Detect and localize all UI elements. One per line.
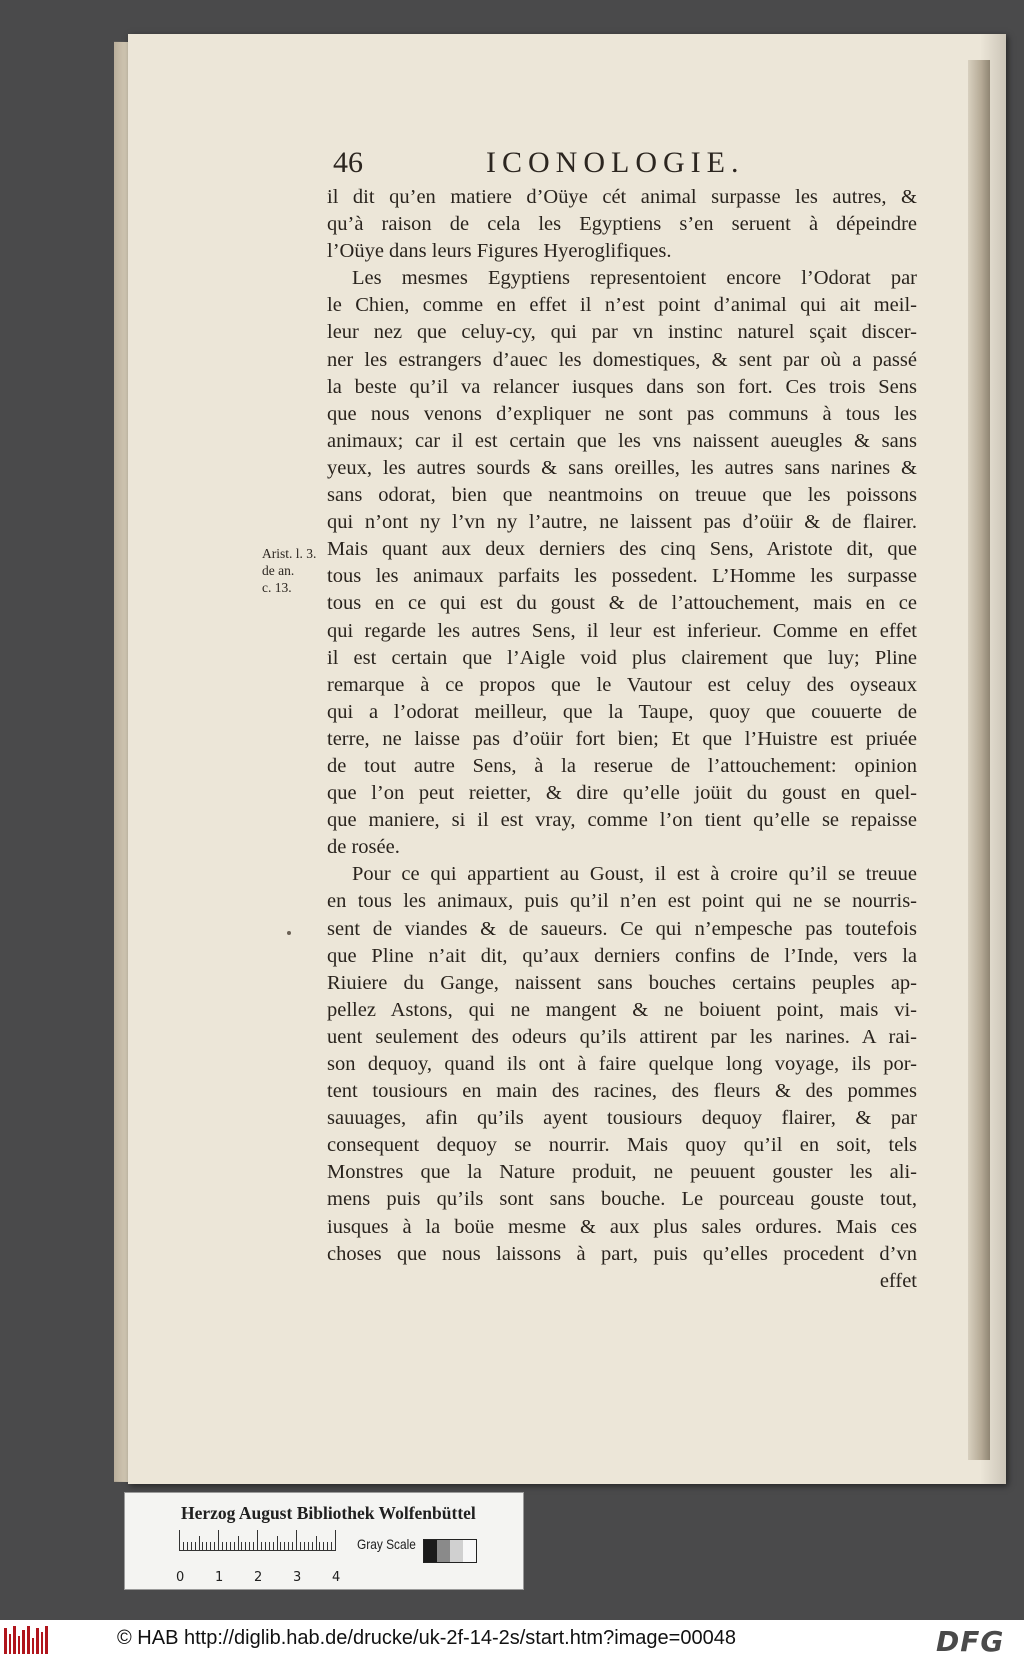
ruler-tick [210, 1542, 211, 1550]
margin-note-line: de an. [262, 563, 295, 578]
text-line: Les mesmes Egyptiens representoient encore l’Odorat par [352, 267, 917, 290]
copyright-url[interactable]: © HAB http://diglib.hab.de/drucke/uk-2f-14-2s/start.htm?image=00048 [117, 1627, 736, 1649]
ruler-tick [304, 1542, 305, 1550]
text-line: qui a l’odorat meilleur, que la Taupe, quoy que couuerte de [327, 700, 917, 723]
ruler-tick [222, 1542, 223, 1550]
text-line: yeux, les autres sourds & sans oreilles, les autres sans narines & [327, 456, 917, 479]
ruler-tick [308, 1542, 309, 1550]
text-line: en tous les animaux, puis qu’il n’en est point qui ne se nourris- [327, 890, 917, 913]
text-line: tous en ce qui est du goust & de l’attouchement, mais en ce [327, 592, 917, 615]
text-line: Mais quant aux deux derniers des cinq Sens, Aristote dit, que [327, 538, 917, 561]
ruler-tick [238, 1536, 239, 1550]
gray-scale-label: Gray Scale [357, 1536, 416, 1552]
ruler-tick [234, 1542, 235, 1550]
text-line: animaux; car il est certain que les vns naissent aueugles & sans [327, 429, 917, 452]
ruler-tick [327, 1542, 328, 1550]
ruler-tick [214, 1542, 215, 1550]
dfg-logo: DFG [936, 1625, 1005, 1658]
text-line: sauuages, afin qu’ils ayent tousiours dequoy flairer, & par [327, 1107, 917, 1130]
ruler-tick [218, 1530, 219, 1550]
gray-patch [450, 1540, 463, 1562]
ruler-tick [226, 1542, 227, 1550]
text-line: choses que nous laissons à part, puis qu’elles procedent d’vn [327, 1242, 917, 1265]
barcode-bar [13, 1626, 16, 1654]
ruler-tick [230, 1542, 231, 1550]
ruler-tick [199, 1536, 200, 1550]
text-line: leur nez que celuy-cy, qui par vn instinc naturel sçait discer- [327, 321, 917, 344]
ruler-tick [316, 1536, 317, 1550]
scale-ruler [176, 1530, 341, 1585]
gray-scale-patches [423, 1539, 477, 1563]
page-fold [968, 60, 990, 1460]
ruler-tick [253, 1542, 254, 1550]
text-line: son dequoy, quand ils ont à faire quelque long voyage, ils por- [327, 1053, 917, 1075]
ruler-tick [296, 1530, 297, 1550]
text-line: Riuiere du Gange, naissent sans bouches certains peuples ap- [327, 971, 917, 994]
text-line: Pour ce qui appartient au Goust, il est à croire qu’il se treuue [352, 863, 917, 886]
text-line: le Chien, comme en effet il n’est point d’animal qui ait meil- [327, 294, 917, 317]
ruler-tick [202, 1542, 203, 1550]
ruler-tick [257, 1530, 258, 1550]
margin-note-line: Arist. l. 3. [262, 546, 317, 561]
ruler-tick [331, 1542, 332, 1550]
ruler-tick [284, 1542, 285, 1550]
text-line: mens puis qu’ils sont sans bouche. Le pourceau gouste tout, [327, 1188, 917, 1211]
text-line: ner les estrangers d’auec les domestiques, & sent par où a passé [327, 348, 917, 371]
text-line: que Pline n’ait dit, qu’aux derniers confins de l’Inde, vers la [327, 944, 917, 967]
barcode-bar [22, 1630, 25, 1654]
ruler-number: 2 [254, 1570, 263, 1585]
page-header [333, 146, 893, 182]
ruler-tick [269, 1542, 270, 1550]
text-line: qu’à raison de cela les Egyptiens s’en seruent à dépeindre [327, 213, 917, 236]
barcode-bar [27, 1626, 30, 1654]
text-line: pellez Astons, qui ne mangent & ne boiuent point, mais vi- [327, 998, 917, 1021]
ruler-tick [241, 1542, 242, 1550]
text-line: Monstres que la Nature produit, ne peuuent gouster les ali- [327, 1161, 917, 1184]
text-line: uent seulement des odeurs qu’ils attirent par les narines. A rai- [327, 1025, 917, 1048]
ink-speck [287, 931, 291, 935]
ruler-tick [183, 1542, 184, 1550]
ruler-tick [179, 1530, 180, 1550]
barcode-bar [18, 1636, 21, 1654]
text-line: que nous venons d’expliquer ne sont pas communs à tous les [327, 402, 917, 425]
ruler-tick [277, 1536, 278, 1550]
text-line: consequent dequoy se nourrir. Mais quoy qu’il en soit, tels [327, 1134, 917, 1157]
gray-patch [424, 1540, 437, 1562]
ruler-tick [195, 1542, 196, 1550]
ruler-tick [280, 1542, 281, 1550]
text-line: qui n’ont ny l’vn ny l’autre, ne laissent pas d’oüir & de flairer. [327, 511, 917, 534]
text-line: terre, ne laisse pas d’oüir fort bien; Et que l’Huistre est priuée [327, 727, 917, 750]
text-line: remarque à ce propos que le Vautour est celuy des oyseaux [327, 673, 917, 696]
ruler-tick [335, 1530, 336, 1550]
text-line: qui regarde les autres Sens, il leur est inferieur. Comme en effet [327, 619, 917, 642]
barcode-bar [36, 1628, 39, 1654]
running-title: ICONOLOGIE. [486, 146, 745, 179]
margin-note [262, 545, 328, 596]
library-label-card [124, 1492, 524, 1590]
ruler-tick [288, 1542, 289, 1550]
text-line: que l’on peut reietter, & dire qu’elle joüit du goust en quel- [327, 782, 917, 805]
text-line: il est certain que l’Aigle void plus clairement que luy; Pline [327, 646, 917, 669]
text-line: iusques à la boüe mesme & aux plus sales ordures. Mais ces [327, 1215, 917, 1238]
ruler-tick [191, 1542, 192, 1550]
gray-patch [463, 1540, 476, 1562]
ruler-tick [261, 1542, 262, 1550]
body-text [327, 184, 917, 1295]
ruler-tick [273, 1542, 274, 1550]
barcode-bar [9, 1634, 12, 1654]
ruler-number: 1 [215, 1570, 224, 1585]
barcode-bar [45, 1626, 48, 1654]
ruler-tick [187, 1542, 188, 1550]
margin-note-line: c. 13. [262, 580, 292, 595]
ruler-tick [206, 1542, 207, 1550]
ruler-tick [323, 1542, 324, 1550]
text-line: sans odorat, bien que neantmoins on treuue que les poissons [327, 484, 917, 507]
text-line: il dit qu’en matiere d’Oüye cét animal surpasse les autres, & [327, 186, 917, 208]
barcode-bar [4, 1628, 7, 1654]
text-line: tous les animaux parfaits les possedent. L’Homme les surpasse [327, 565, 917, 588]
footer-bar [0, 1620, 1024, 1660]
text-line: de rosée. [327, 836, 400, 859]
text-line: sent de viandes & de saueurs. Ce qui n’empesche pas toutefois [327, 917, 917, 940]
library-name: Herzog August Bibliothek Wolfenbüttel [181, 1503, 476, 1523]
text-line: la beste qu’il va relancer iusques dans son fort. Ces trois Sens [327, 375, 917, 398]
text-line: effet [879, 1269, 917, 1292]
page-number: 46 [333, 146, 363, 179]
ruler-tick [249, 1542, 250, 1550]
ruler-number: 3 [293, 1570, 302, 1585]
barcode-icon [4, 1626, 48, 1654]
barcode-bar [41, 1632, 44, 1654]
ruler-number: 0 [176, 1570, 185, 1585]
ruler-tick [312, 1542, 313, 1550]
text-line: l’Oüye dans leurs Figures Hyeroglifiques. [327, 240, 672, 263]
text-line: de tout autre Sens, à la reserue de l’attouchement: opinion [327, 754, 917, 777]
ruler-baseline [179, 1550, 336, 1551]
ruler-tick [245, 1542, 246, 1550]
gray-patch [437, 1540, 450, 1562]
ruler-number: 4 [332, 1570, 341, 1585]
ruler-tick [292, 1542, 293, 1550]
ruler-tick [265, 1542, 266, 1550]
ruler-tick [319, 1542, 320, 1550]
text-line: que maniere, si il est vray, comme l’on tient qu’elle se repaisse [327, 809, 917, 832]
barcode-bar [32, 1638, 35, 1654]
ruler-tick [300, 1542, 301, 1550]
text-line: tent tousiours en main des racines, des fleurs & des pommes [327, 1080, 917, 1103]
